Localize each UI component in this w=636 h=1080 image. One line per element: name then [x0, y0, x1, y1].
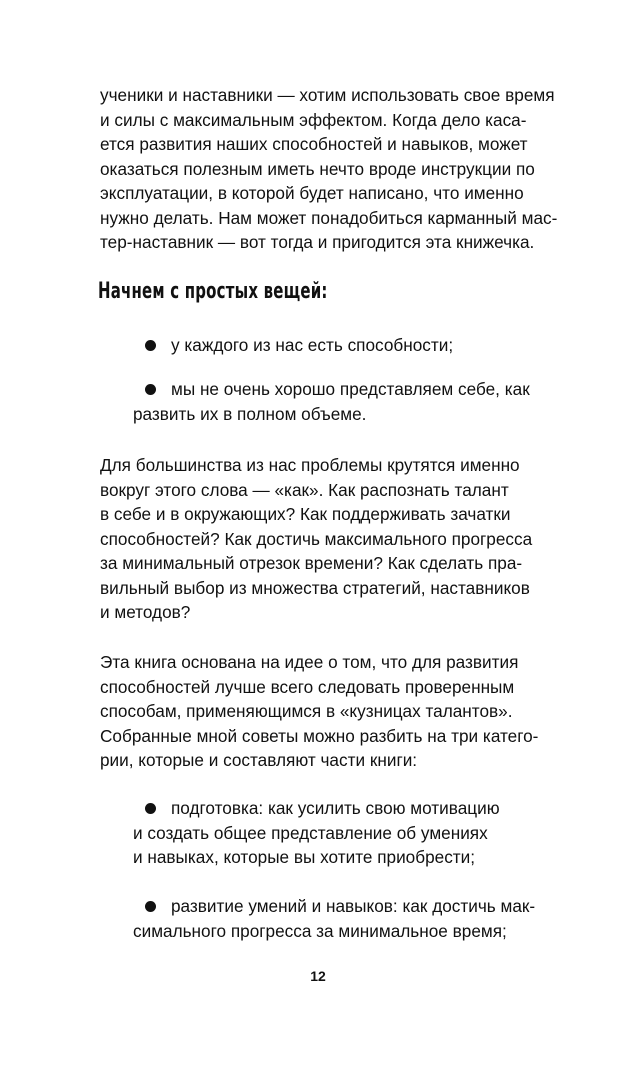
page-number: 12: [310, 968, 326, 984]
list-item: [133, 333, 453, 358]
text-line: Собранные мной советы можно разбить на три катего-: [100, 725, 539, 746]
list-item: [133, 796, 500, 870]
text-line: рии, которые и составляют части книги:: [100, 750, 418, 770]
text-line: Эта книга основана на идее о том, что для развития: [100, 652, 519, 672]
intro-paragraph: [100, 83, 570, 255]
text-line: вильный выбор из множества стратегий, наставников: [100, 577, 530, 598]
bullet-icon: [145, 901, 156, 912]
text-line: и создать общее представление об умениях: [133, 822, 488, 843]
text-line: способам, применяющимся в «кузницах талантов».: [100, 701, 513, 721]
text-line: и силы с максимальным эффектом. Когда дело каса-: [100, 109, 527, 130]
book-paragraph: [100, 650, 570, 773]
bullet-icon: [145, 384, 156, 395]
text-line: нужно делать. Нам может понадобиться карманный мас-: [100, 207, 558, 228]
text-line: оказаться полезным иметь нечто вроде инструкции по: [100, 158, 535, 179]
text-line: в себе и в окружающих? Как поддерживать зачатки: [100, 504, 511, 524]
list-item: [133, 894, 535, 943]
text-line: подготовка: как усилить свою мотивацию: [171, 798, 500, 818]
text-line: ученики и наставники — хотим использовать свое время: [100, 85, 555, 105]
text-line: способностей лучше всего следовать проверенным: [100, 676, 515, 697]
text-line: Для большинства из нас проблемы крутятся именно: [100, 455, 520, 475]
text-line: способностей? Как достичь максимального прогресса: [100, 528, 533, 549]
how-paragraph: [100, 453, 570, 625]
text-line: эксплуатации, в которой будет написано, что именно: [100, 183, 524, 203]
text-line: симального прогресса за минимальное время;: [133, 920, 507, 941]
text-line: вокруг этого слова — «как». Как распознать талант: [100, 479, 509, 500]
list-item: [133, 377, 530, 426]
text-line: ется развития наших способностей и навыков, может: [100, 134, 528, 154]
text-line: развитие умений и навыков: как достичь мак-: [171, 896, 536, 916]
text-line: и навыках, которые вы хотите приобрести;: [133, 847, 476, 867]
text-line: тер-наставник — вот тогда и пригодится эта книжечка.: [100, 232, 535, 252]
bullet-icon: [145, 803, 156, 814]
bullet-icon: [145, 340, 156, 351]
text-line: у каждого из нас есть способности;: [171, 335, 454, 355]
text-line: за минимальный отрезок времени? Как сделать пра-: [100, 553, 523, 573]
text-line: развить их в полном объеме.: [133, 403, 367, 424]
text-line: и методов?: [100, 602, 191, 622]
section-heading: Начнем с простых вещей:: [98, 279, 328, 304]
text-line: мы не очень хорошо представляем себе, как: [171, 379, 530, 399]
